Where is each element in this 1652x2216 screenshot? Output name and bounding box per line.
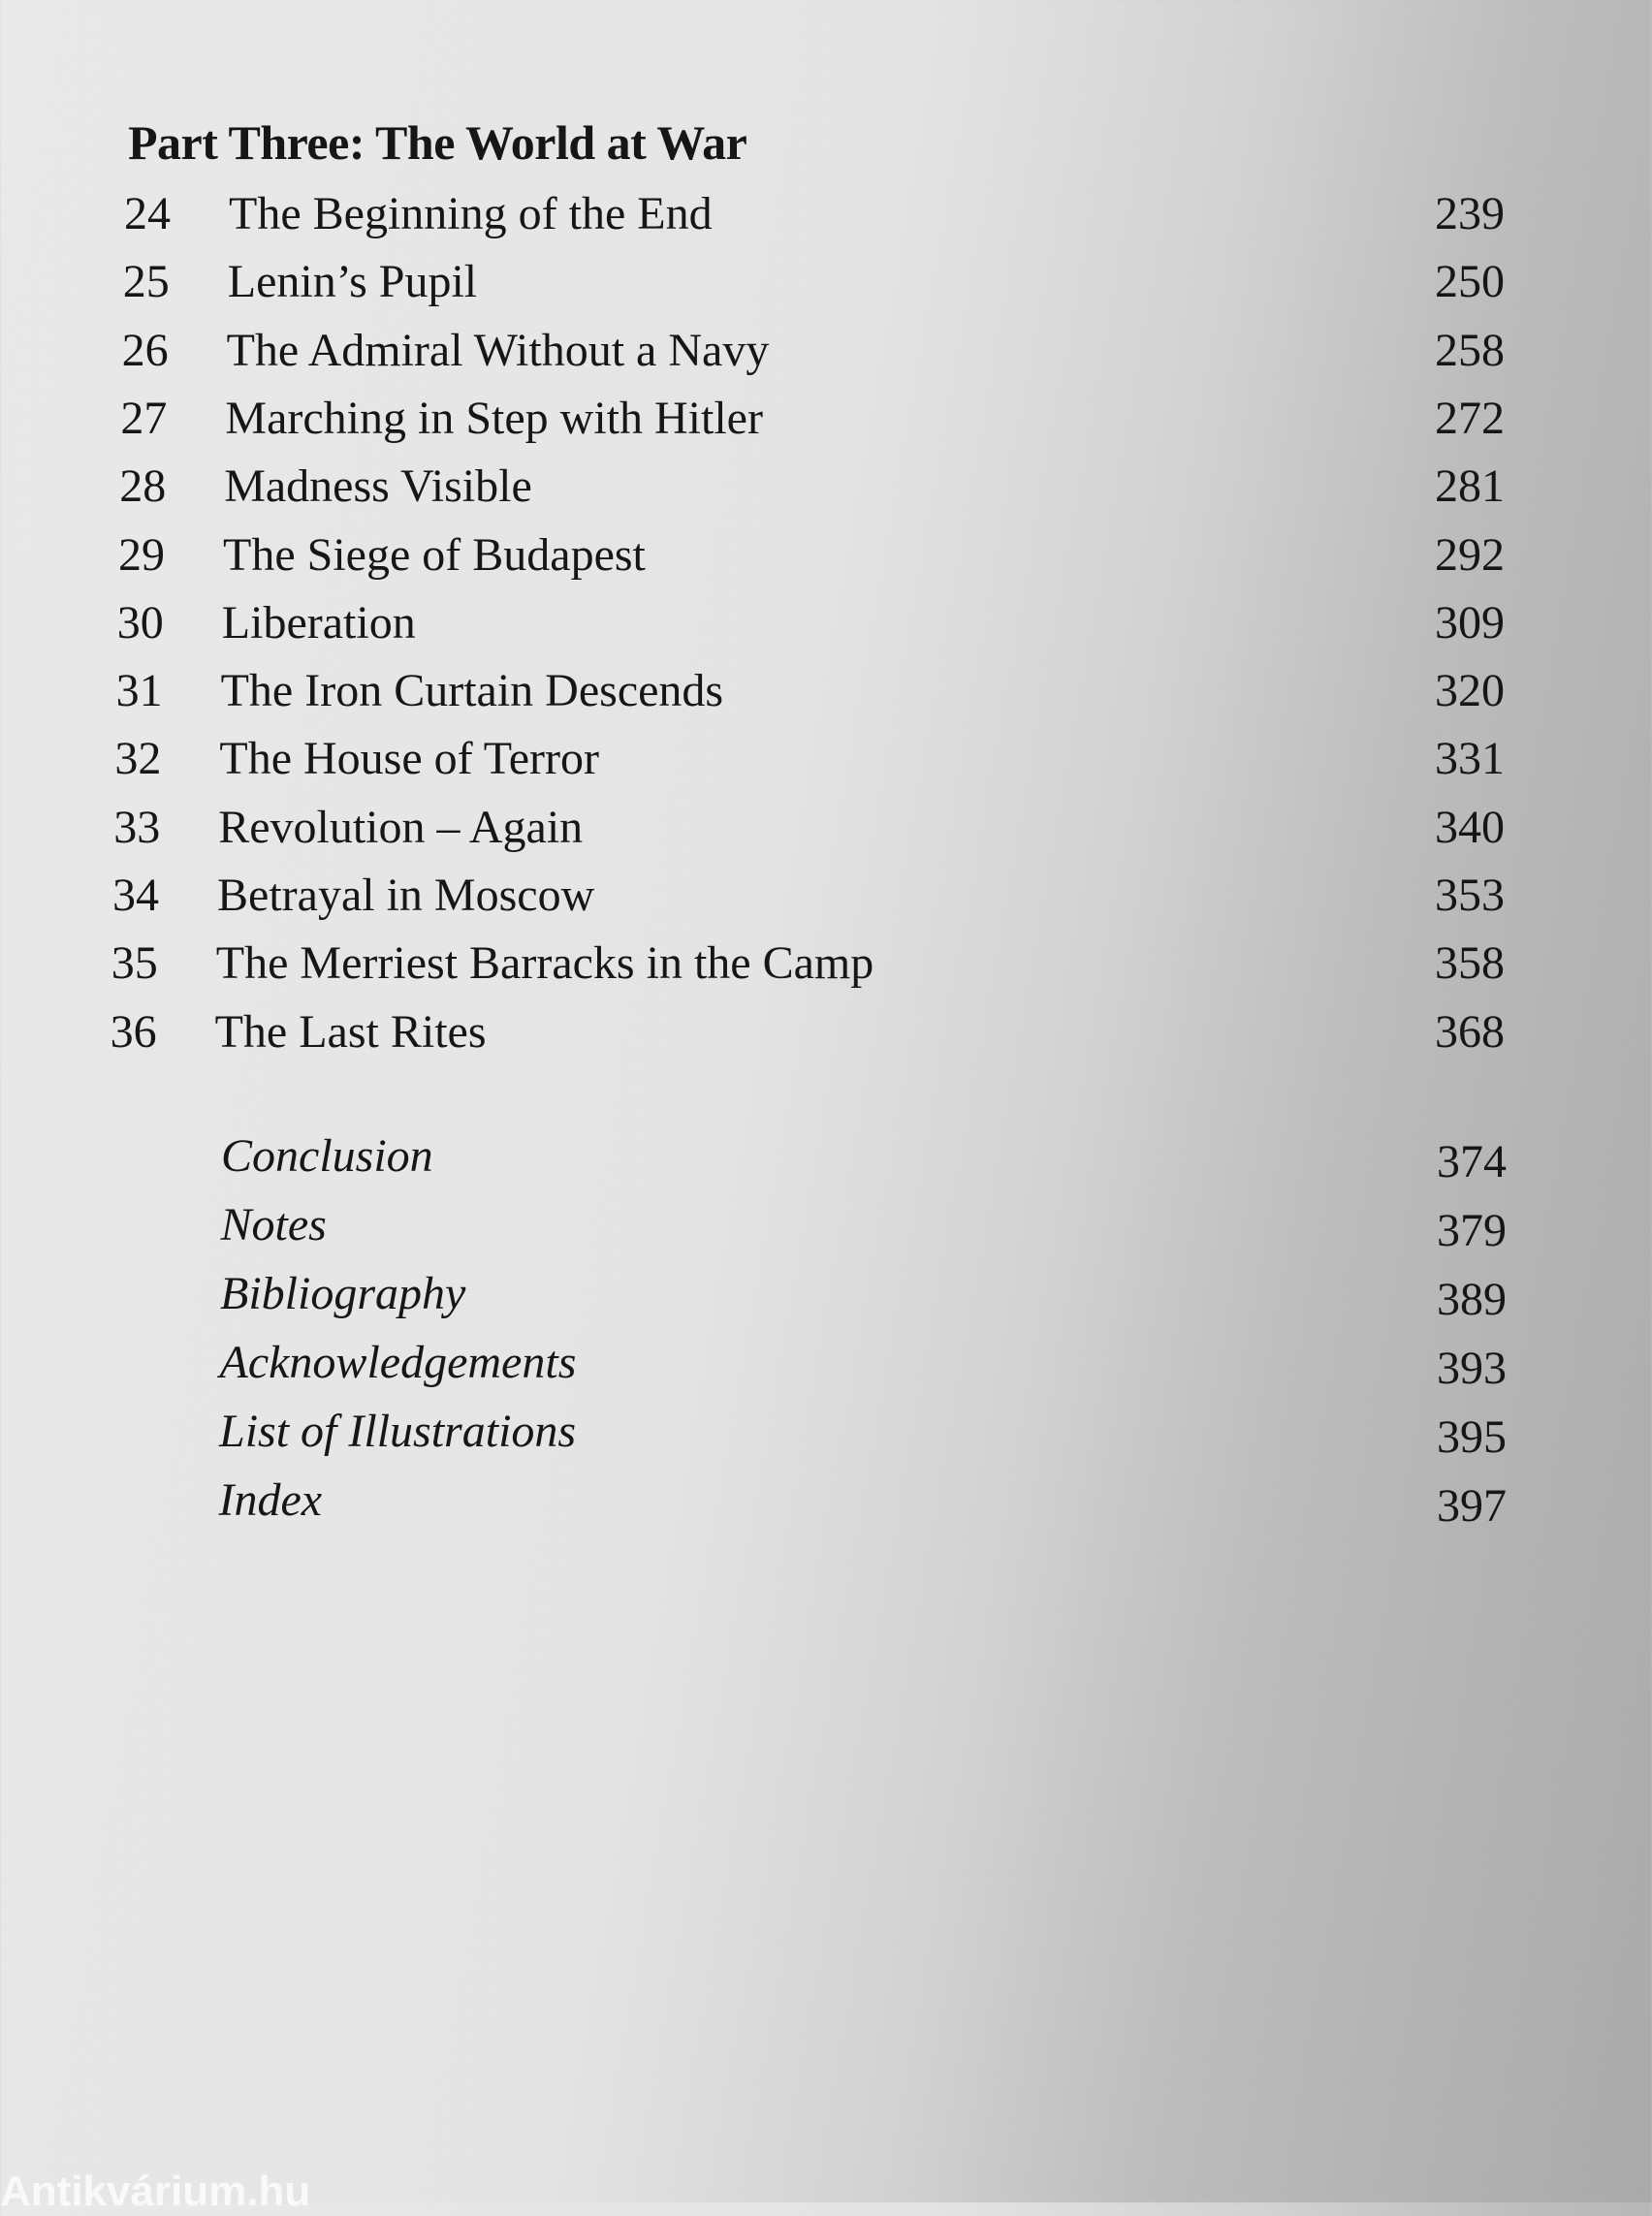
page-number: 395 <box>1437 1411 1507 1463</box>
toc-row <box>123 250 1577 314</box>
page-number: 358 <box>1434 937 1505 990</box>
toc-row <box>117 591 1572 655</box>
chapter-number: 27 <box>120 392 168 444</box>
toc-row-back-matter <box>116 1124 1571 1188</box>
chapter-number: 29 <box>118 528 165 581</box>
page-number: 389 <box>1437 1274 1507 1325</box>
chapter-number: 25 <box>122 256 170 308</box>
page-number: 258 <box>1434 324 1505 376</box>
toc-row <box>114 727 1569 791</box>
toc-row <box>113 796 1568 860</box>
chapter-title: Revolution – Again <box>218 801 584 853</box>
toc-row <box>116 659 1571 723</box>
chapter-number: 31 <box>115 665 163 717</box>
chapter-number: 32 <box>114 733 162 785</box>
toc-row-back-matter <box>115 1262 1570 1326</box>
chapter-title: The Last Rites <box>214 1005 487 1058</box>
chapter-number: 35 <box>111 937 158 990</box>
page-number: 239 <box>1435 188 1505 239</box>
chapter-title: Liberation <box>221 596 416 649</box>
page-number: 309 <box>1434 596 1505 649</box>
toc-row <box>120 387 1574 451</box>
toc-row-back-matter <box>115 1331 1570 1395</box>
toc-row-back-matter <box>114 1400 1569 1464</box>
toc-row-back-matter <box>114 1469 1569 1533</box>
page-number: 368 <box>1434 1005 1505 1058</box>
page-number: 292 <box>1435 528 1505 581</box>
page-number: 340 <box>1434 801 1505 853</box>
page-number: 397 <box>1437 1480 1507 1532</box>
chapter-title: The Admiral Without a Navy <box>226 324 770 376</box>
part-title: Part Three: The World at War <box>128 115 747 170</box>
chapter-number: 34 <box>112 870 159 921</box>
back-matter-title: List of Illustrations <box>219 1406 577 1457</box>
page-number: 393 <box>1437 1343 1507 1394</box>
toc-row <box>111 932 1566 996</box>
chapter-title: The Iron Curtain Descends <box>220 665 724 717</box>
page-number: 374 <box>1437 1136 1507 1187</box>
page-number: 320 <box>1434 665 1505 717</box>
toc-row <box>118 523 1573 587</box>
chapter-number: 28 <box>119 460 167 513</box>
chapter-title: The Siege of Budapest <box>223 528 646 581</box>
page-number: 281 <box>1434 460 1505 513</box>
chapter-title: The Merriest Barracks in the Camp <box>215 937 874 990</box>
watermark-text: Antikvárium.hu <box>0 2168 311 2215</box>
chapter-number: 36 <box>110 1005 157 1058</box>
chapter-title: Marching in Step with Hitler <box>225 392 763 444</box>
back-matter-title: Notes <box>220 1199 327 1250</box>
chapter-title: Madness Visible <box>224 460 532 513</box>
chapter-title: The Beginning of the End <box>229 188 713 239</box>
page-number: 379 <box>1437 1205 1507 1256</box>
chapter-title: Lenin’s Pupil <box>227 256 478 308</box>
chapter-number: 33 <box>113 801 161 853</box>
chapter-title: The House of Terror <box>219 733 600 785</box>
back-matter-title: Conclusion <box>221 1130 433 1182</box>
back-matter-title: Acknowledgements <box>219 1337 577 1388</box>
toc-row <box>122 319 1576 383</box>
toc-row <box>119 455 1573 519</box>
chapter-title: Betrayal in Moscow <box>217 870 595 921</box>
toc-row <box>112 864 1567 928</box>
chapter-number: 30 <box>116 596 164 649</box>
chapter-number: 26 <box>121 324 169 376</box>
toc-row <box>111 1000 1565 1064</box>
back-matter-title: Bibliography <box>220 1268 466 1319</box>
toc-row-back-matter <box>116 1193 1571 1257</box>
chapter-number: 24 <box>124 188 171 239</box>
page-number: 250 <box>1434 256 1505 308</box>
page-number: 353 <box>1435 870 1505 921</box>
back-matter-title: Index <box>218 1474 323 1526</box>
page-number: 331 <box>1434 733 1505 785</box>
toc-row <box>124 182 1578 246</box>
page-number: 272 <box>1434 392 1505 444</box>
